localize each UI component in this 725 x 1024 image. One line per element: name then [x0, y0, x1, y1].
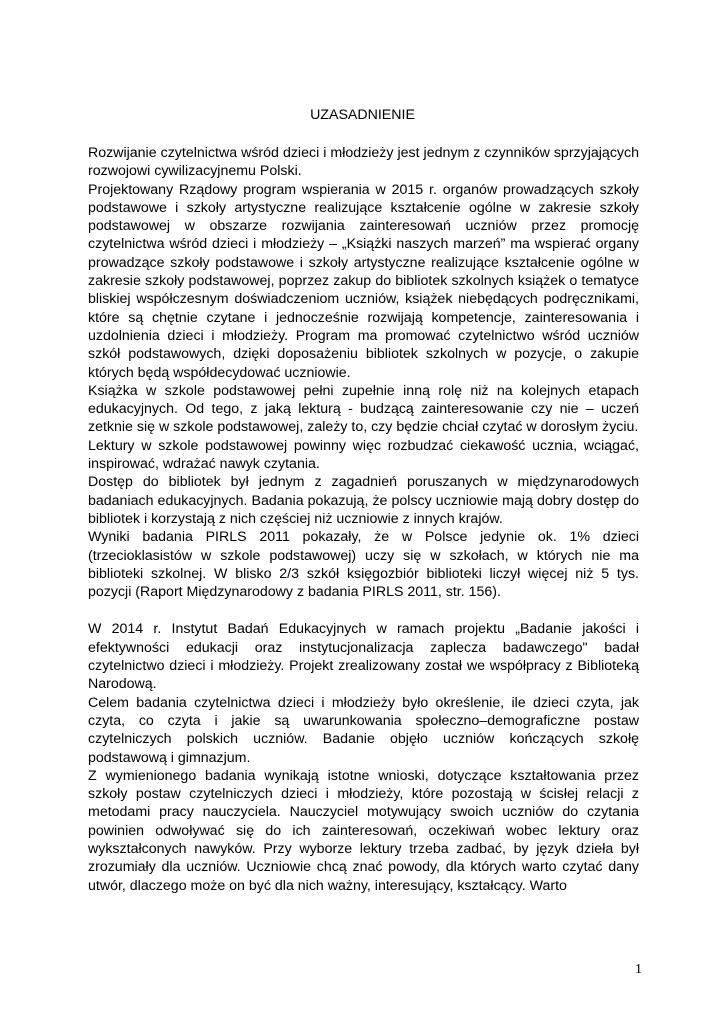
- paragraph-1: Rozwijanie czytelnictwa wśród dzieci i młodzieży jest jednym z czynników sprzyjających rozwojowi cywilizacyjnemu Polski.: [88, 145, 639, 180]
- paragraph-4: Lektury w szkole podstawowej powinny więc rozbudzać ciekawość ucznia, wciągać, inspirować, wdrażać nawyk czytania.: [88, 437, 639, 473]
- paragraph-5: Dostęp do bibliotek był jednym z zagadnień poruszanych w międzynarodowych badaniach edukacyjnych. Badania pokazują, że polscy uczniowie mają dobry dostęp do bibliotek i korzystają z nich częściej niż uczniowie z innych krajów.: [88, 474, 639, 527]
- paragraph-2: Projektowany Rządowy program wspierania w 2015 r. organów prowadzących szkoły podstawowe i szkoły artystyczne realizujące kształcenie ogólne w zakresie szkoły podstawowej w obszarze rozwijania zainteresowań uczniów przez promocję czytelnictwa wśród dzieci i młodzieży – „Książki naszych marzeń” ma wspierać organy prowadzące szkoły podstawowe i szkoły artystyczne realizujące kształcenie ogólne w zakresie szkoły podstawowej, poprzez zakup do bibliotek szkolnych książek o tematyce bliskiej współczesnym doświadczeniom uczniów, książek niebędących podręcznikami, które są chętnie czytane i jednocześnie rozwijają kompetencje, zainteresowania i uzdolnienia dzieci i młodzieży. Program ma promować czytelnictwo wśród uczniów szkół podstawowych, dzięki doposażeniu bibliotek szkolnych w pozycje, o zakupie których będą współdecydować uczniowie.: [88, 181, 639, 381]
- document-title: UZASADNIENIE: [310, 107, 415, 123]
- paragraph-8: Celem badania czytelnictwa dzieci i młodzieży było określenie, ile dzieci czyta, jak czyta, co czyta i jakie są uwarunkowania społeczno–demograficzne postaw czytelniczych polskich uczniów. Badanie objęło uczniów kończących szkołę podstawową i gimnazjum.: [88, 694, 639, 766]
- paragraph-7: W 2014 r. Instytut Badań Edukacyjnych w ramach projektu „Badanie jakości i efektywności edukacji oraz instytucjonalizacja zaplecza badawczego" badał czytelnictwo dzieci i młodzieży. Projekt zrealizowany został we współpracy z Biblioteką Narodową.: [88, 621, 639, 693]
- document-body: [88, 144, 639, 895]
- paragraph-3: Książka w szkole podstawowej pełni zupełnie inną rolę niż na kolejnych etapach edukacyjnych. Od tego, z jaką lekturą - budzącą zainteresowanie czy nie – uczeń zetknie się w szkole podstawowej, zależy to, czy będzie chciał czytać w dorosłym życiu.: [88, 382, 639, 436]
- paragraph-9: Z wymienionego badania wynikają istotne wnioski, dotyczące kształtowania przez szkoły postaw czytelniczych dzieci i młodzieży, które pozostają w ścisłej relacji z metodami pracy nauczyciela. Nauczyciel motywujący swoich uczniów do czytania powinien odwoływać się do ich zainteresowań, oczekiwań wobec lektury oraz wykształconych nawyków. Przy wyborze lektury trzeba zadbać, by język dzieła był zrozumiały dla uczniów. Uczniowie chcą znać powody, dla których warto czytać dany utwór, dlaczego może on być dla nich ważny, interesujący, kształcący. Warto: [88, 767, 639, 894]
- page-number: 1: [635, 962, 642, 977]
- paragraph-6: Wyniki badania PIRLS 2011 pokazały, że w Polsce jedynie ok. 1% dzieci (trzecioklasistów w szkole podstawowej) uczy się w szkołach, w których nie ma biblioteki szkolnej. W blisko 2/3 szkół księgozbiór biblioteki liczył więcej niż 5 tys. pozycji (Raport Międzynarodowy z badania PIRLS 2011, str. 156).: [88, 529, 639, 601]
